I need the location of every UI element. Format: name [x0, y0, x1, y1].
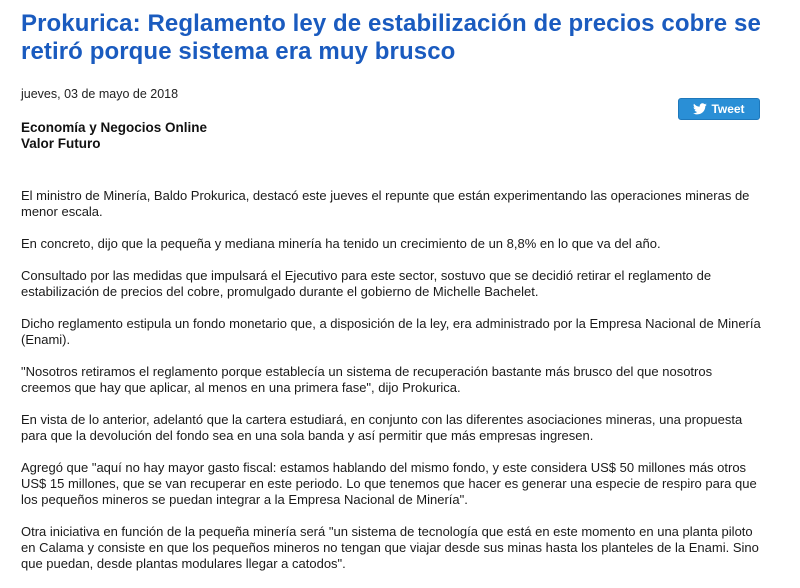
article-headline: Prokurica: Reglamento ley de estabilización de precios cobre se retiró porque sistema era muy brusco	[21, 10, 761, 65]
twitter-bird-icon	[693, 103, 707, 115]
article-body	[21, 188, 761, 572]
article-paragraph: Otra iniciativa en función de la pequeña minería será "un sistema de tecnología que está en este momento en una planta piloto en Calama y consiste en que los pequeños mineros no tengan que viajar desde sus minas hasta los planteles de la Enami. Sino que puedan, desde plantas modulares llegar a catodos".	[21, 524, 759, 571]
tweet-button[interactable]	[678, 98, 760, 120]
article-paragraph: "Nosotros retiramos el reglamento porque establecía un sistema de recuperación bastante más brusco del que nosotros creemos que hay que aplicar, al menos en una primera fase", dijo Prokurica.	[21, 364, 713, 395]
source-section: Valor Futuro	[21, 136, 101, 151]
tweet-label: Tweet	[711, 102, 745, 116]
article-date: jueves, 03 de mayo de 2018	[21, 87, 179, 101]
article-paragraph: En vista de lo anterior, adelantó que la cartera estudiará, en conjunto con las diferentes asociaciones mineras, una propuesta para que la devolución del fondo sea en una sola banda y así permitir que más empresas ingresen.	[21, 412, 743, 443]
article-paragraph: El ministro de Minería, Baldo Prokurica, destacó este jueves el repunte que están experimentando las operaciones mineras de menor escala.	[21, 188, 750, 219]
article-paragraph: Consultado por las medidas que impulsará el Ejecutivo para este sector, sostuvo que se decidió retirar el reglamento de estabilización de precios del cobre, promulgado durante el gobierno de Michelle Bachelet.	[21, 268, 712, 299]
article-paragraph: En concreto, dijo que la pequeña y mediana minería ha tenido un crecimiento de un 8,8% en lo que va del año.	[21, 236, 661, 251]
article	[21, 0, 761, 588]
article-paragraph: Agregó que "aquí no hay mayor gasto fiscal: estamos hablando del mismo fondo, y este considera US$ 50 millones más otros US$ 15 millones, que se van recuperar en este periodo. Lo que tenemos que hacer es generar una especie de respiro para que los pequeños mineros se puedan integrar a la Empresa Nacional de Minería".	[21, 460, 757, 507]
article-source	[21, 120, 761, 152]
article-paragraph: Dicho reglamento estipula un fondo monetario que, a disposición de la ley, era administrado por la Empresa Nacional de Minería (Enami).	[21, 316, 761, 347]
source-publication: Economía y Negocios Online	[21, 120, 208, 135]
